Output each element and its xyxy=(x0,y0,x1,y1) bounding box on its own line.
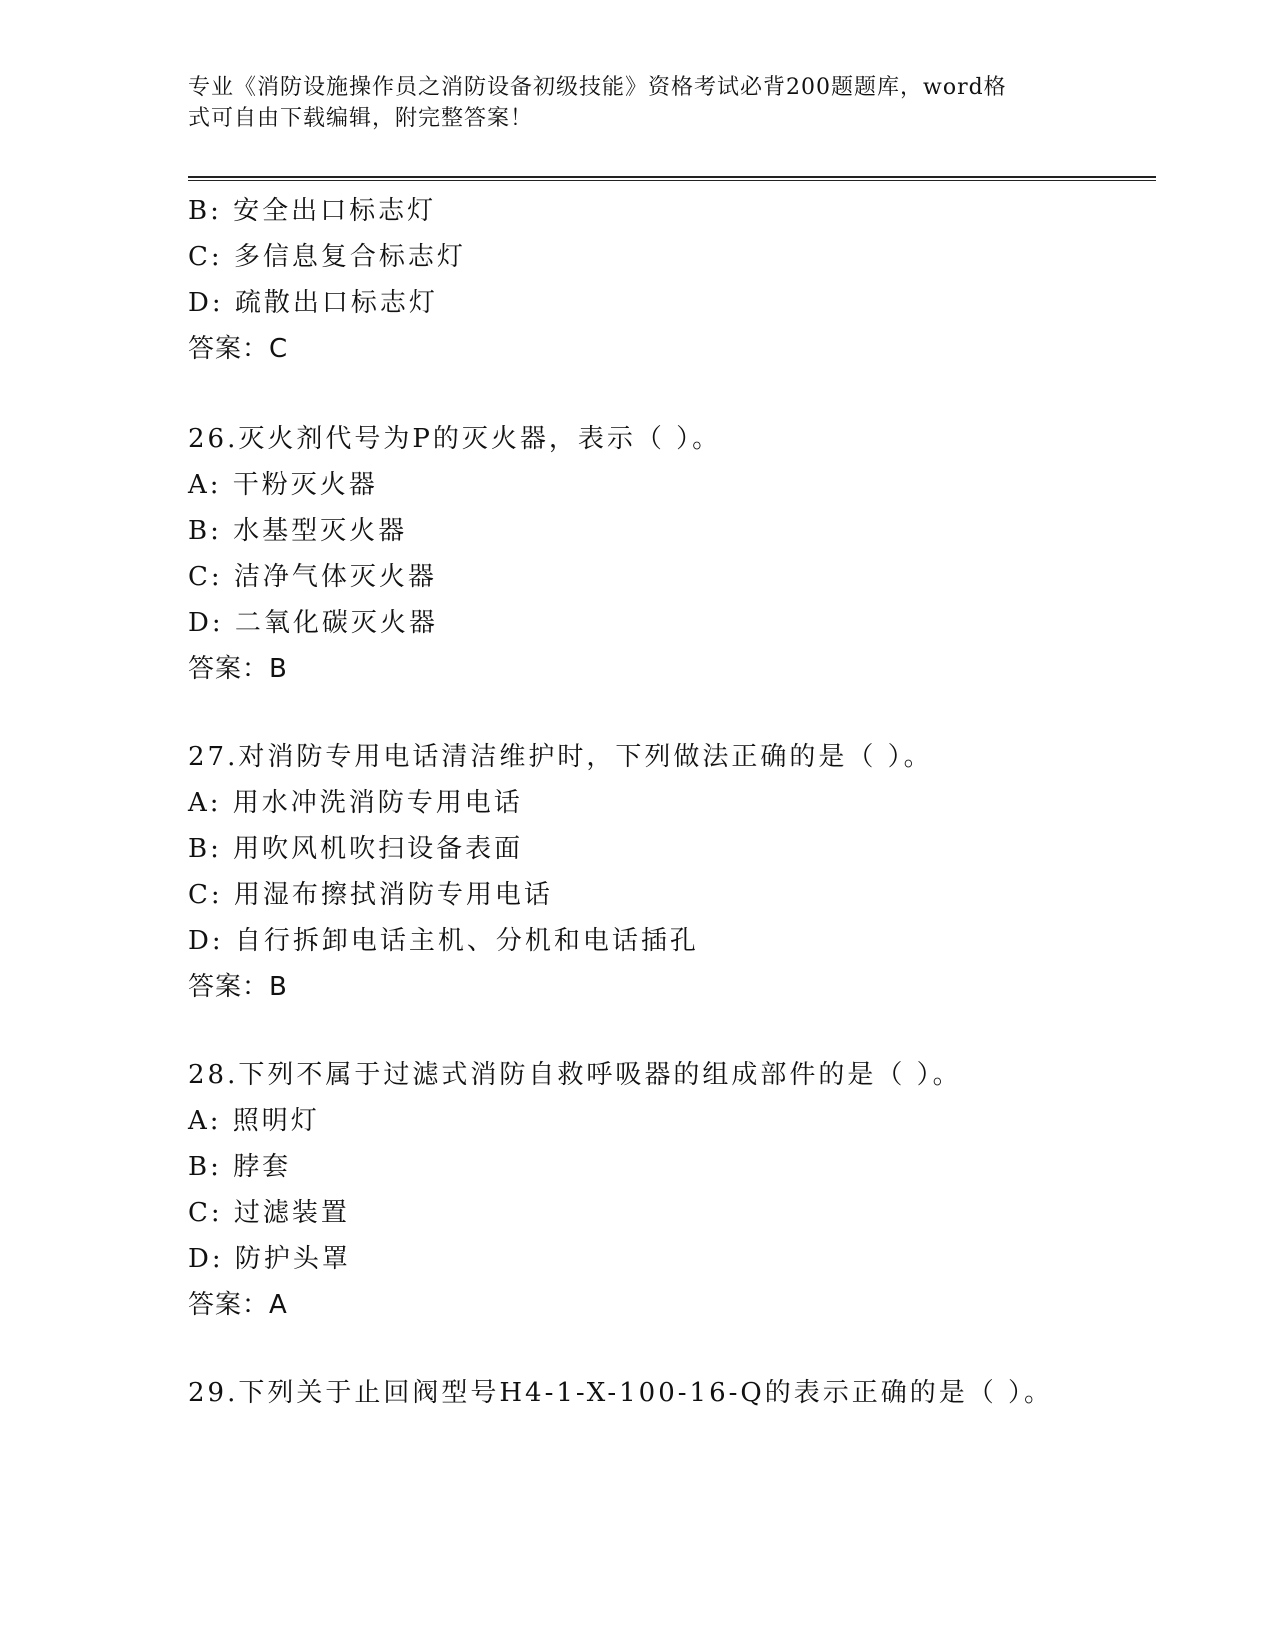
answer-line: 答案：A xyxy=(188,1290,288,1320)
question-28 xyxy=(188,1052,1156,1328)
option-a: A: 干粉灭火器 xyxy=(188,470,378,500)
header-divider xyxy=(188,176,1156,181)
option-d: D: 自行拆卸电话主机、分机和电话插孔 xyxy=(188,926,699,956)
option-c: C: 多信息复合标志灯 xyxy=(188,242,466,272)
question-26 xyxy=(188,416,1156,692)
option-a: A: 用水冲洗消防专用电话 xyxy=(188,788,523,818)
answer-line: 答案：B xyxy=(188,972,288,1002)
option-a: A: 照明灯 xyxy=(188,1106,320,1136)
option-b: B: 用吹风机吹扫设备表面 xyxy=(188,834,524,864)
header-line-2: 式可自由下载编辑，附完整答案！ xyxy=(188,106,534,131)
answer-line: 答案：B xyxy=(188,654,288,684)
question-list xyxy=(188,188,1156,1416)
question-stem: 28.下列不属于过滤式消防自救呼吸器的组成部件的是（ ）。 xyxy=(188,1060,962,1090)
question-25-continued xyxy=(188,188,1156,372)
question-stem: 27.对消防专用电话清洁维护时，下列做法正确的是（ ）。 xyxy=(188,742,933,772)
answer-line: 答案：C xyxy=(188,334,289,364)
option-d: D: 防护头罩 xyxy=(188,1244,351,1274)
option-d: D: 疏散出口标志灯 xyxy=(188,288,438,318)
question-stem: 26.灭火剂代号为P的灭火器，表示（ ）。 xyxy=(188,424,722,454)
header-line-1: 专业《消防设施操作员之消防设备初级技能》资格考试必背200题题库，word格 xyxy=(188,75,1007,100)
question-29 xyxy=(188,1370,1156,1416)
option-b: B: 安全出口标志灯 xyxy=(188,196,437,226)
question-27 xyxy=(188,734,1156,1010)
option-b: B: 脖套 xyxy=(188,1152,292,1182)
option-c: C: 用湿布擦拭消防专用电话 xyxy=(188,880,553,910)
option-c: C: 洁净气体灭火器 xyxy=(188,562,437,592)
question-stem: 29.下列关于止回阀型号H4-1-X-100-16-Q的表示正确的是（ ）。 xyxy=(188,1378,1053,1408)
option-d: D: 二氧化碳灭火器 xyxy=(188,608,438,638)
option-b: B: 水基型灭火器 xyxy=(188,516,408,546)
option-c: C: 过滤装置 xyxy=(188,1198,350,1228)
document-header xyxy=(188,72,1068,134)
